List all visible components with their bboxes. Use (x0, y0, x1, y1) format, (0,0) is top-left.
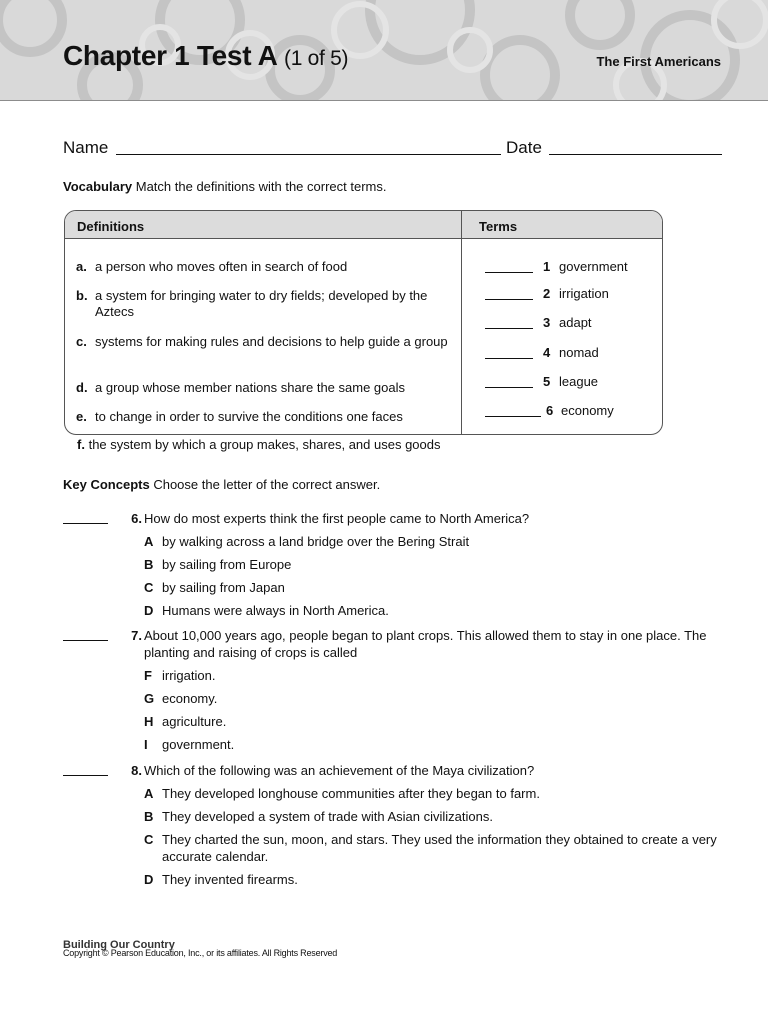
definition-a (76, 259, 456, 275)
definition-text: to change in order to survive the conditions one faces (95, 409, 403, 424)
option-text: by sailing from Japan (162, 580, 285, 595)
title-text: Chapter 1 Test A (63, 40, 277, 71)
definition-e (76, 409, 456, 425)
answer-option (144, 785, 723, 802)
answer-option (144, 602, 723, 619)
question-number: 6. (131, 511, 142, 526)
name-field[interactable] (116, 138, 501, 155)
date-label: Date (506, 138, 542, 157)
term-word: government (559, 259, 628, 274)
answer-option (144, 736, 723, 753)
page-title (63, 40, 348, 72)
definition-letter: d. (76, 380, 88, 395)
option-text: They invented firearms. (162, 872, 298, 887)
definition-text: systems for making rules and decisions to help guide a group (95, 334, 448, 349)
option-text: They developed longhouse communities after they began to farm. (162, 786, 540, 801)
term-5 (485, 374, 655, 390)
vocabulary-instruction (63, 179, 386, 194)
term-answer-blank[interactable] (485, 299, 533, 300)
definition-letter: e. (76, 409, 87, 424)
terms-column-header: Terms (479, 219, 518, 234)
term-answer-blank[interactable] (485, 416, 541, 417)
option-text: They developed a system of trade with Asian civilizations. (162, 809, 493, 824)
book-title: Building Our Country (63, 939, 175, 951)
option-text: by sailing from Europe (162, 557, 292, 572)
term-number: 1 (543, 259, 551, 274)
term-answer-blank[interactable] (485, 358, 533, 359)
term-2 (485, 286, 655, 302)
option-letter: D (144, 603, 154, 618)
answer-blank[interactable] (63, 640, 108, 641)
definition-text: a group whose member nations share the same goals (95, 380, 406, 395)
question-text: How do most experts think the first people came to North America? (144, 511, 530, 526)
term-number: 6 (546, 403, 554, 418)
option-letter: B (144, 809, 154, 824)
term-number: 4 (543, 345, 551, 360)
term-number: 5 (543, 374, 551, 389)
option-letter: C (144, 580, 154, 595)
option-letter: G (144, 691, 155, 706)
option-letter: D (144, 872, 154, 887)
option-letter: A (144, 786, 154, 801)
option-text: irrigation. (162, 668, 216, 683)
key-concepts-instruction-text: Choose the letter of the correct answer. (153, 477, 381, 492)
answer-option (144, 579, 723, 596)
term-number: 3 (543, 315, 551, 330)
answer-option (144, 808, 723, 825)
definition-letter: f. (77, 437, 85, 452)
column-divider (461, 211, 462, 434)
vocabulary-table (64, 210, 663, 435)
answer-option (144, 667, 723, 684)
term-word: irrigation (559, 286, 609, 301)
answer-option (144, 713, 723, 730)
question-7 (63, 627, 723, 753)
definition-f (77, 437, 441, 452)
term-answer-blank[interactable] (485, 387, 533, 388)
term-answer-blank[interactable] (485, 272, 533, 273)
definition-text: a person who moves often in search of food (95, 259, 348, 274)
term-answer-blank[interactable] (485, 328, 533, 329)
option-letter: A (144, 534, 154, 549)
option-text: economy. (162, 691, 218, 706)
definitions-column-header: Definitions (77, 219, 145, 234)
option-letter: F (144, 668, 152, 683)
option-text: Humans were always in North America. (162, 603, 389, 618)
definition-text: a system for bringing water to dry fields; developed by the Aztecs (95, 288, 428, 319)
option-letter: H (144, 714, 154, 729)
answer-blank[interactable] (63, 775, 108, 776)
option-text: agriculture. (162, 714, 227, 729)
definition-letter: a. (76, 259, 87, 274)
term-word: economy (561, 403, 614, 418)
name-label: Name (63, 138, 109, 157)
title-part: (1 of 5) (284, 47, 349, 70)
term-3 (485, 315, 655, 331)
term-4 (485, 345, 655, 361)
answer-option (144, 533, 723, 550)
term-word: league (559, 374, 599, 389)
question-8 (63, 762, 723, 888)
question-text: About 10,000 years ago, people began to plant crops. This allowed them to stay in one place. The planting and raising of crops is called (144, 628, 707, 660)
question-6 (63, 510, 723, 619)
answer-option (144, 690, 723, 707)
copyright-notice: Copyright © Pearson Education, Inc., or its affiliates. All Rights Reserved (63, 948, 338, 958)
vocabulary-instruction-text: Match the definitions with the correct terms. (135, 179, 387, 194)
term-1 (485, 259, 655, 275)
vocabulary-table-header (65, 211, 662, 239)
definition-letter: b. (76, 288, 88, 303)
definition-text: the system by which a group makes, shares, and uses goods (88, 437, 441, 452)
answer-option (144, 556, 723, 573)
definition-d (76, 380, 456, 396)
header-band (0, 0, 768, 101)
definition-letter: c. (76, 334, 87, 349)
option-letter: I (144, 737, 148, 752)
option-letter: B (144, 557, 154, 572)
term-number: 2 (543, 286, 551, 301)
answer-blank[interactable] (63, 523, 108, 524)
option-text: They charted the sun, moon, and stars. They used the information they obtained to create a very accurate calendar. (162, 832, 717, 864)
term-word: nomad (559, 345, 599, 360)
option-text: government. (162, 737, 235, 752)
date-field[interactable] (549, 138, 722, 155)
definition-c (76, 334, 456, 350)
term-6 (485, 403, 655, 419)
unit-title: The First Americans (596, 54, 721, 69)
term-word: adapt (559, 315, 592, 330)
option-letter: C (144, 832, 154, 847)
question-number: 8. (131, 763, 142, 778)
answer-option (144, 871, 723, 888)
option-text: by walking across a land bridge over the Bering Strait (162, 534, 470, 549)
question-text: Which of the following was an achievement of the Maya civilization? (144, 763, 535, 778)
question-number: 7. (131, 628, 142, 643)
key-concepts-instruction (63, 477, 380, 492)
vocabulary-heading: Vocabulary (63, 179, 133, 194)
definition-b (76, 288, 456, 320)
key-concepts-heading: Key Concepts (63, 477, 150, 492)
answer-option (144, 831, 723, 865)
